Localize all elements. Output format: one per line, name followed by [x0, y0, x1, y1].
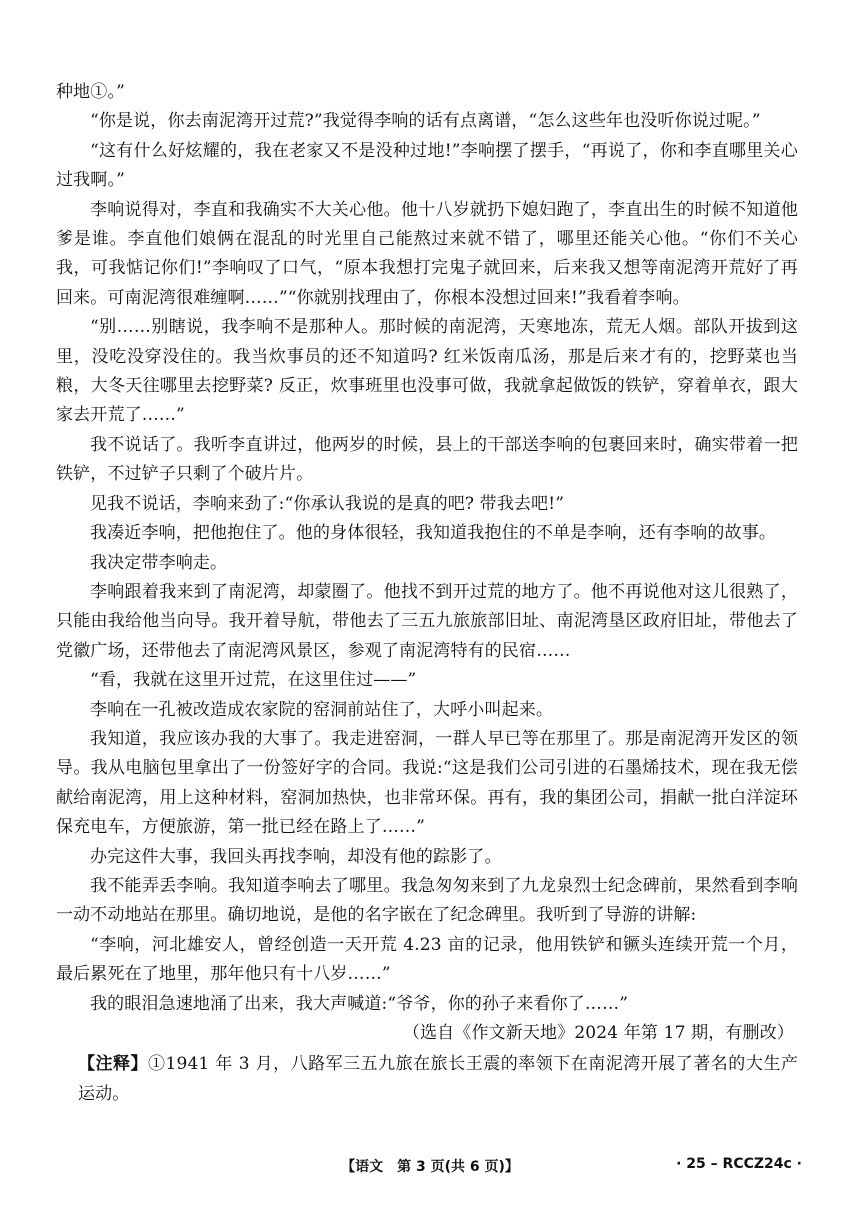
article-paragraph: 李响在一孔被改造成农家院的窑洞前站住了，大呼小叫起来。: [90, 699, 554, 720]
article-paragraph: 我凑近李响，把他抱住了。他的身体很轻，我知道我抱住的不单是李响，还有李响的故事。: [90, 523, 776, 544]
article-paragraph: 我不能弄丢李响。我知道李响去了哪里。我急匆匆来到了九龙泉烈士纪念碑前，果然看到李响一动不动地站在那里。确切地说，是他的名字嵌在了纪念碑里。我听到了导游的讲解:: [56, 875, 798, 926]
article-paragraph: “别……别瞎说，我李响不是那种人。那时候的南泥湾，天寒地冻，荒无人烟。部队开拔到这里，没吃没穿没住的。我当炊事员的还不知道吗? 红米饭南瓜汤，那是后来才有的，挖野菜也当粮，大冬天往哪里去挖野菜? 反正，炊事班里也没事可做，我就拿起做饭的铁铲，穿着单衣，跟大家去开荒了……”: [56, 317, 798, 426]
article-paragraph: 李响跟着我来到了南泥湾，却蒙圈了。他找不到开过荒的地方了。他不再说他对这儿很熟了，只能由我给他当向导。我开着导航，带他去了三五九旅旅部旧址、南泥湾垦区政府旧址，带他去了党徽广场，还带他去了南泥湾风景区，参观了南泥湾特有的民宿……: [56, 581, 798, 661]
article-paragraph: 种地①。”: [56, 82, 125, 102]
footnote-label: 【注释】: [78, 1054, 149, 1075]
article-paragraph: “李响，河北雄安人，曾经创造一天开荒 4.23 亩的记录，他用铁铲和镢头连续开荒一个月，最后累死在了地里，那年他只有十八岁……”: [56, 934, 798, 985]
article-paragraph: “你是说，你去南泥湾开过荒?”我觉得李响的话有点离谱，“怎么这些年也没听你说过呢。”: [90, 111, 761, 132]
page-footer: [0, 1156, 860, 1180]
source-citation: （选自《作文新天地》2024 年第 17 期，有删改）: [402, 1023, 794, 1043]
footnote: [56, 1050, 798, 1109]
article-paragraph: 办完这件大事，我回头再找李响，却没有他的踪影了。: [90, 846, 502, 867]
article-paragraph: 我决定带李响走。: [90, 552, 228, 573]
article-paragraph: 李响说得对，李直和我确实不大关心他。他十八岁就扔下媳妇跑了，李直出生的时候不知道他爹是谁。李直他们娘俩在混乱的时光里自己能熬过来就不错了，哪里还能关心他。“你们不关心我，可我惦记你们!”李响叹了口气，“原本我想打完鬼子就回来，后来我又想等南泥湾开荒好了再回来。可南泥湾很难缠啊……”“你就别找理由了，你根本没想过回来!”我看着李响。: [56, 199, 798, 308]
article-paragraph: 我知道，我应该办我的大事了。我走进窑洞，一群人早已等在那里了。那是南泥湾开发区的领导。我从电脑包里拿出了一份签好字的合同。我说:“这是我们公司引进的石墨烯技术，现在我无偿献给南泥湾，用上这种材料，窑洞加热快，也非常环保。再有，我的集团公司，捐献一批白洋淀环保充电车，方便旅游，第一批已经在路上了……”: [56, 728, 798, 838]
article-paragraph: “看，我就在这里开过荒，在这里住过——”: [90, 670, 417, 691]
page-number-label: 【语文 第 3 页(共 6 页)】: [341, 1159, 519, 1175]
article-body: [56, 78, 798, 1126]
article-paragraph: 我的眼泪急速地涌了出来，我大声喊道:“爷爷，你的孙子来看你了……”: [90, 993, 629, 1014]
paper-code: · 25 – RCCZ24c ·: [676, 1156, 802, 1172]
footnote-text: ①1941 年 3 月，八路军三五九旅在旅长王震的率领下在南泥湾开展了著名的大生产运动。: [78, 1054, 798, 1104]
article-paragraph: “这有什么好炫耀的，我在老家又不是没种过地!”李响摆了摆手，“再说了，你和李直哪里关心过我啊。”: [56, 140, 798, 191]
article-paragraph: 见我不说话，李响来劲了:“你承认我说的是真的吧? 带我去吧!”: [90, 493, 565, 514]
article-paragraph: 我不说话了。我听李直讲过，他两岁的时候，县上的干部送李响的包裹回来时，确实带着一把铁铲，不过铲子只剩了个破片片。: [56, 434, 798, 485]
